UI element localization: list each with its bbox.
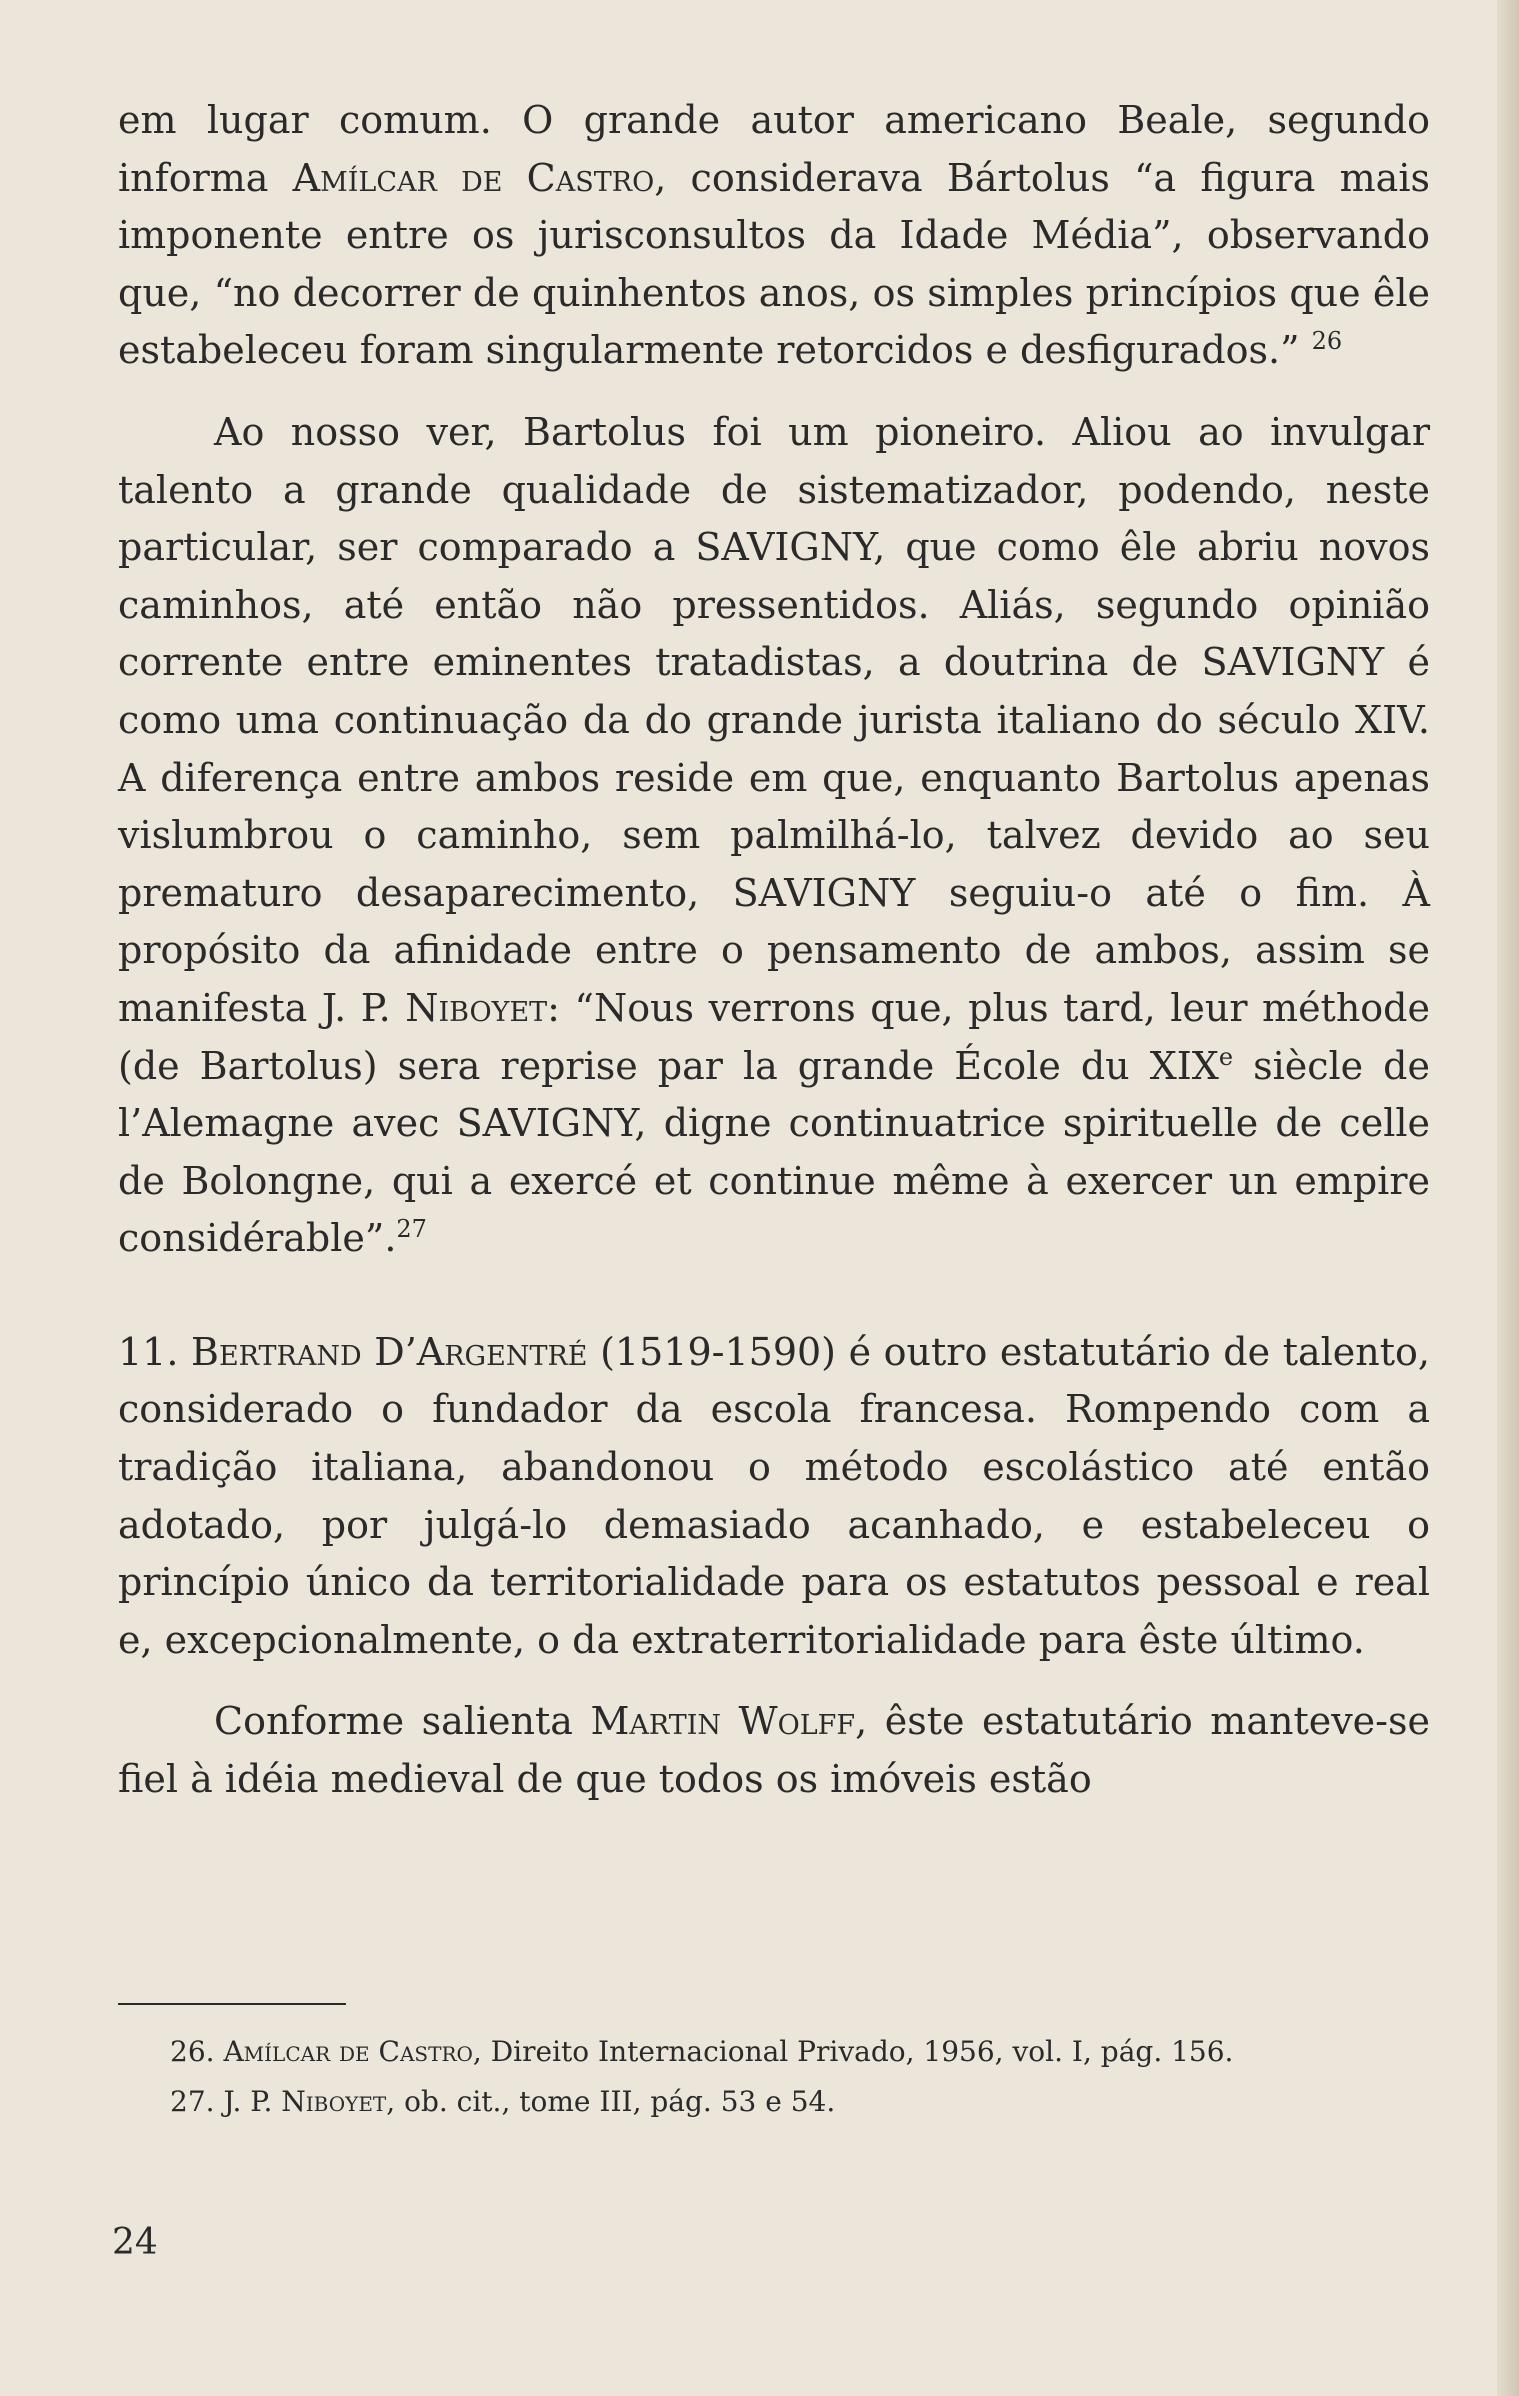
paragraph-3-text: (1519-1590) é outro estatutário de talento, considerado o fundador da escola francesa. Rompendo com a tradição italiana, abandonou o método escolástico até então adotado, por julgá-lo demasiado acanhado, e estabeleceu o princípio único da territorialidade para os estatutos pessoal e real e, excepcionalmente, o da extraterritorialidade para êste último.: [118, 1329, 1430, 1662]
footnote-divider: [118, 2003, 346, 2005]
author-name-wolff: Martin Wolff: [590, 1699, 856, 1744]
paragraph-3: [118, 1324, 1430, 1670]
paragraph-4-text-b: , êste estatutário manteve-se fiel à idéia medieval de que todos os imóveis estão: [118, 1699, 1430, 1802]
footnote-text: , ob. cit., tome III, pág. 53 e 54.: [386, 2085, 836, 2118]
superscript-e: e: [1218, 1042, 1234, 1071]
footnote-author: Amílcar de Castro: [223, 2035, 473, 2068]
paragraph-1-text-b: , considerava Bártolus “a figura mais imponente entre os jurisconsultos da Idade Média”, observando que, “no decorrer de quinhentos anos, os simples princípios que êle estabeleceu foram singularmente retorcidos e desfigurados.”: [118, 155, 1430, 373]
paragraph-1-text-a: em lugar comum. O grande autor americano Beale, segundo informa: [118, 98, 1430, 200]
author-name-amilcar: Amílcar de Castro: [292, 155, 655, 200]
paragraph-2-text-c: siècle de l’Alemagne avec SAVIGNY, digne continuatrice spirituelle de celle de Bolongne, qui a exercé et continue même à exercer un empire considérable”.: [118, 1043, 1430, 1261]
paragraph-1: [118, 92, 1430, 380]
footnote-initials: J. P.: [223, 2085, 282, 2118]
footnote-ref-26: 26: [1311, 327, 1343, 356]
footnote-26: [118, 2030, 1408, 2074]
paragraph-2-text-a: Ao nosso ver, Bartolus foi um pioneiro. Aliou ao invulgar talento a grande qualidade de sistematizador, podendo, neste particular, ser comparado a SAVIGNY, que como êle abriu novos caminhos, até então não pressentidos. Aliás, segundo opinião corrente entre eminentes tratadistas, a doutrina de SAVIGNY é como uma continuação da do grande jurista italiano do século XIV. A diferença entre ambos reside em que, enquanto Bartolus apenas vislumbrou o caminho, sem palmilhá-lo, talvez devido ao seu prematuro desaparecimento, SAVIGNY seguiu-o até o fim. À propósito da afinidade entre o pensamento de ambos, assim se manifesta J. P.: [118, 409, 1430, 1030]
page-edge: [1497, 0, 1519, 2396]
footnote-number: 26.: [170, 2035, 215, 2068]
footnote-text: , Direito Internacional Privado, 1956, vol. I, pág. 156.: [472, 2035, 1234, 2068]
author-name-dargentre: Bertrand D’Argentré: [191, 1329, 588, 1374]
author-name-niboyet: Niboyet: [405, 985, 548, 1030]
page-number: 24: [112, 2222, 158, 2263]
footnote-ref-27: 27: [396, 1215, 427, 1244]
footnote-27: [118, 2080, 1408, 2124]
paragraph-2: [118, 404, 1430, 1268]
body-text: [118, 92, 1430, 1809]
footnote-author: Niboyet: [281, 2085, 387, 2118]
footnotes: [118, 2030, 1408, 2124]
footnote-number: 27.: [170, 2085, 215, 2118]
section-number: 11.: [118, 1329, 179, 1374]
paragraph-2-text-b: : “Nous verrons que, plus tard, leur méthode (de Bartolus) sera reprise par la grande École du XIX: [118, 985, 1430, 1088]
paragraph-4-text-a: Conforme salienta: [214, 1699, 591, 1744]
paragraph-4: [118, 1693, 1430, 1808]
